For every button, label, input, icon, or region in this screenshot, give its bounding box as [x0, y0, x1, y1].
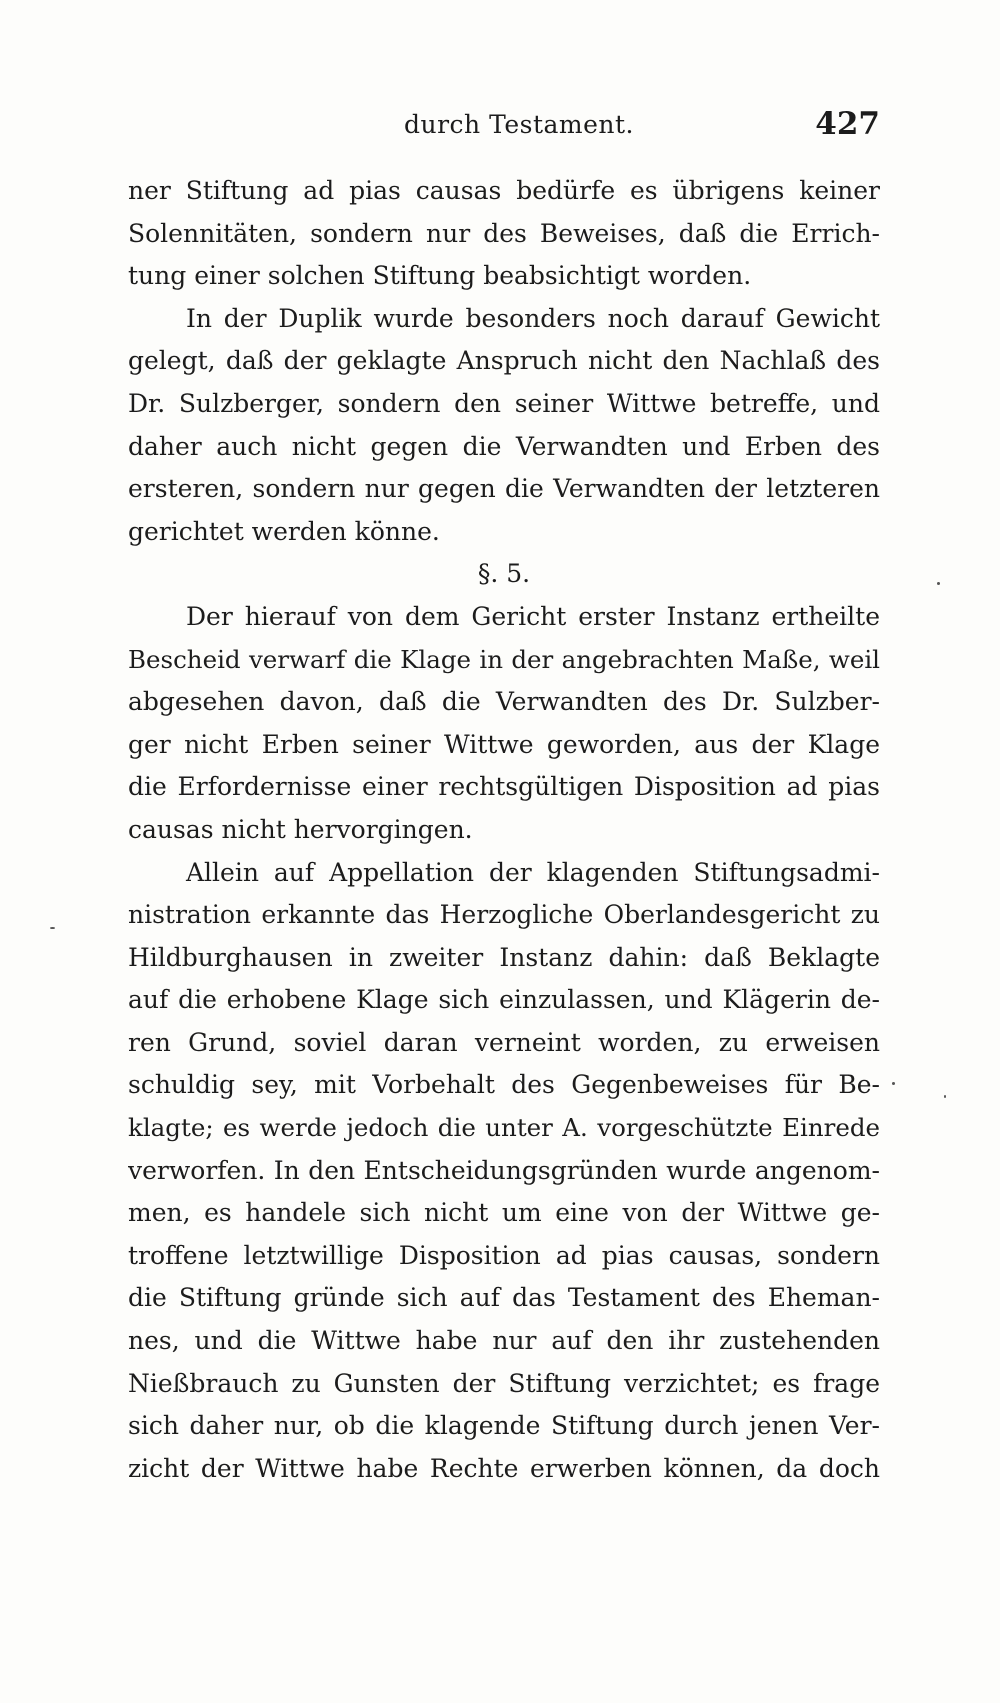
section-heading: §. 5. — [477, 559, 531, 589]
running-title: durch Testament. — [403, 110, 634, 139]
text-line: daher auch nicht gegen die Verwandten und Erben des — [128, 431, 880, 461]
scan-speck — [937, 582, 940, 585]
text-line: men, es handele sich nicht um eine von der Wittwe ge- — [128, 1198, 880, 1228]
text-line: causas nicht hervorgingen. — [128, 814, 473, 844]
text-line: Solennitäten, sondern nur des Beweises, daß die Errich- — [128, 218, 880, 248]
text-line: Allein auf Appellation der klagenden Stiftungsadmi- — [186, 857, 880, 887]
text-line: klagte; es werde jedoch die unter A. vorgeschützte Einrede — [128, 1113, 880, 1143]
text-line: gelegt, daß der geklagte Anspruch nicht den Nachlaß des — [128, 346, 880, 376]
text-line: die Erfordernisse einer rechtsgültigen Disposition ad pias — [128, 772, 880, 802]
text-line: nes, und die Wittwe habe nur auf den ihr zustehenden — [128, 1326, 880, 1356]
text-line: ersteren, sondern nur gegen die Verwandten der letzteren — [128, 474, 880, 504]
text-line: Bescheid verwarf die Klage in der angebrachten Maße, weil — [128, 644, 880, 674]
page-number: 427 — [815, 106, 880, 142]
text-line: schuldig sey, mit Vorbehalt des Gegenbeweises für Be- — [128, 1070, 880, 1100]
text-line: Nießbrauch zu Gunsten der Stiftung verzichtet; es frage — [128, 1368, 880, 1398]
text-line: zicht der Wittwe habe Rechte erwerben können, da doch — [128, 1453, 880, 1483]
scan-speck — [892, 1082, 895, 1085]
page-header — [128, 106, 880, 146]
scan-speck — [944, 1095, 946, 1098]
text-line: ner Stiftung ad pias causas bedürfe es übrigens keiner — [128, 176, 880, 205]
text-line: Der hierauf von dem Gericht erster Instanz ertheilte — [186, 601, 880, 631]
text-line: nistration erkannte das Herzogliche Oberlandesgericht zu — [128, 900, 880, 930]
text-line: In der Duplik wurde besonders noch darauf Gewicht — [186, 303, 880, 333]
scan-speck — [50, 927, 55, 929]
text-line: ren Grund, soviel daran verneint worden, zu erweisen — [128, 1027, 880, 1057]
text-line: Hildburghausen in zweiter Instanz dahin: daß Beklagte — [128, 942, 880, 972]
text-line: gerichtet werden könne. — [128, 516, 440, 546]
text-line: auf die erhobene Klage sich einzulassen, und Klägerin de- — [128, 985, 880, 1015]
text-line: die Stiftung gründe sich auf das Testament des Eheman- — [128, 1283, 880, 1313]
text-line: troffene letztwillige Disposition ad pias causas, sondern — [128, 1240, 880, 1270]
text-line: sich daher nur, ob die klagende Stiftung durch jenen Ver- — [128, 1411, 880, 1441]
text-line: abgesehen davon, daß die Verwandten des Dr. Sulzber- — [128, 687, 880, 717]
text-line: verworfen. In den Entscheidungsgründen wurde angenom- — [128, 1155, 880, 1185]
text-line: ger nicht Erben seiner Wittwe geworden, aus der Klage — [128, 729, 880, 759]
text-line: Dr. Sulzberger, sondern den seiner Wittwe betreffe, und — [128, 388, 880, 418]
text-line: tung einer solchen Stiftung beabsichtigt worden. — [128, 261, 752, 291]
body-text — [128, 170, 880, 1490]
